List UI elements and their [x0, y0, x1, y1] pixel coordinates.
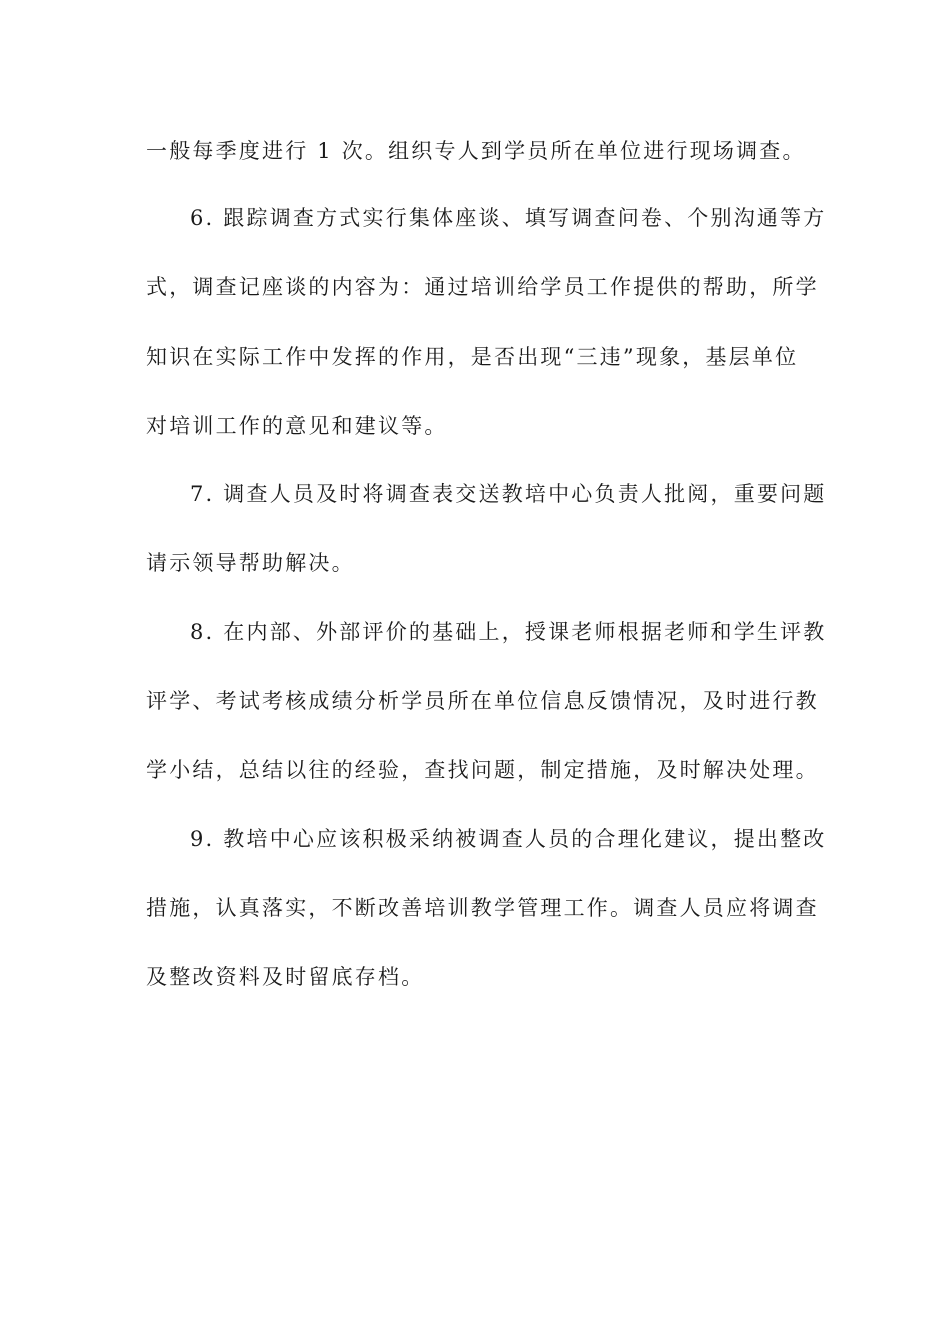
text-line-10: 学小结，总结以往的经验，查找问题，制定措施，及时解决处理。 — [146, 758, 819, 782]
text-line-9: 评学、考试考核成绩分析学员所在单位信息反馈情况，及时进行教 — [146, 689, 819, 713]
text-line-11: 9. 教培中心应该积极采纳被调查人员的合理化建议，提出整改 — [190, 827, 827, 851]
text-line-2: 6. 跟踪调查方式实行集体座谈、填写调查问卷、个别沟通等方 — [190, 206, 827, 230]
text-line-5: 对培训工作的意见和建议等。 — [146, 414, 448, 438]
text-line-1: 一般每季度进行 1 次。组织专人到学员所在单位进行现场调查。 — [146, 139, 806, 163]
text-line-12: 措施，认真落实，不断改善培训教学管理工作。调查人员应将调查 — [146, 896, 819, 920]
text-line-4: 知识在实际工作中发挥的作用，是否出现“三违”现象，基层单位 — [146, 345, 799, 369]
text-line-6: 7. 调查人员及时将调查表交送教培中心负责人批阅，重要问题 — [190, 482, 827, 506]
text-line-7: 请示领导帮助解决。 — [146, 551, 355, 575]
text-line-13: 及整改资料及时留底存档。 — [146, 965, 425, 989]
text-line-3: 式，调查记座谈的内容为：通过培训给学员工作提供的帮助，所学 — [146, 275, 819, 299]
text-line-8: 8. 在内部、外部评价的基础上，授课老师根据老师和学生评教 — [190, 620, 827, 644]
